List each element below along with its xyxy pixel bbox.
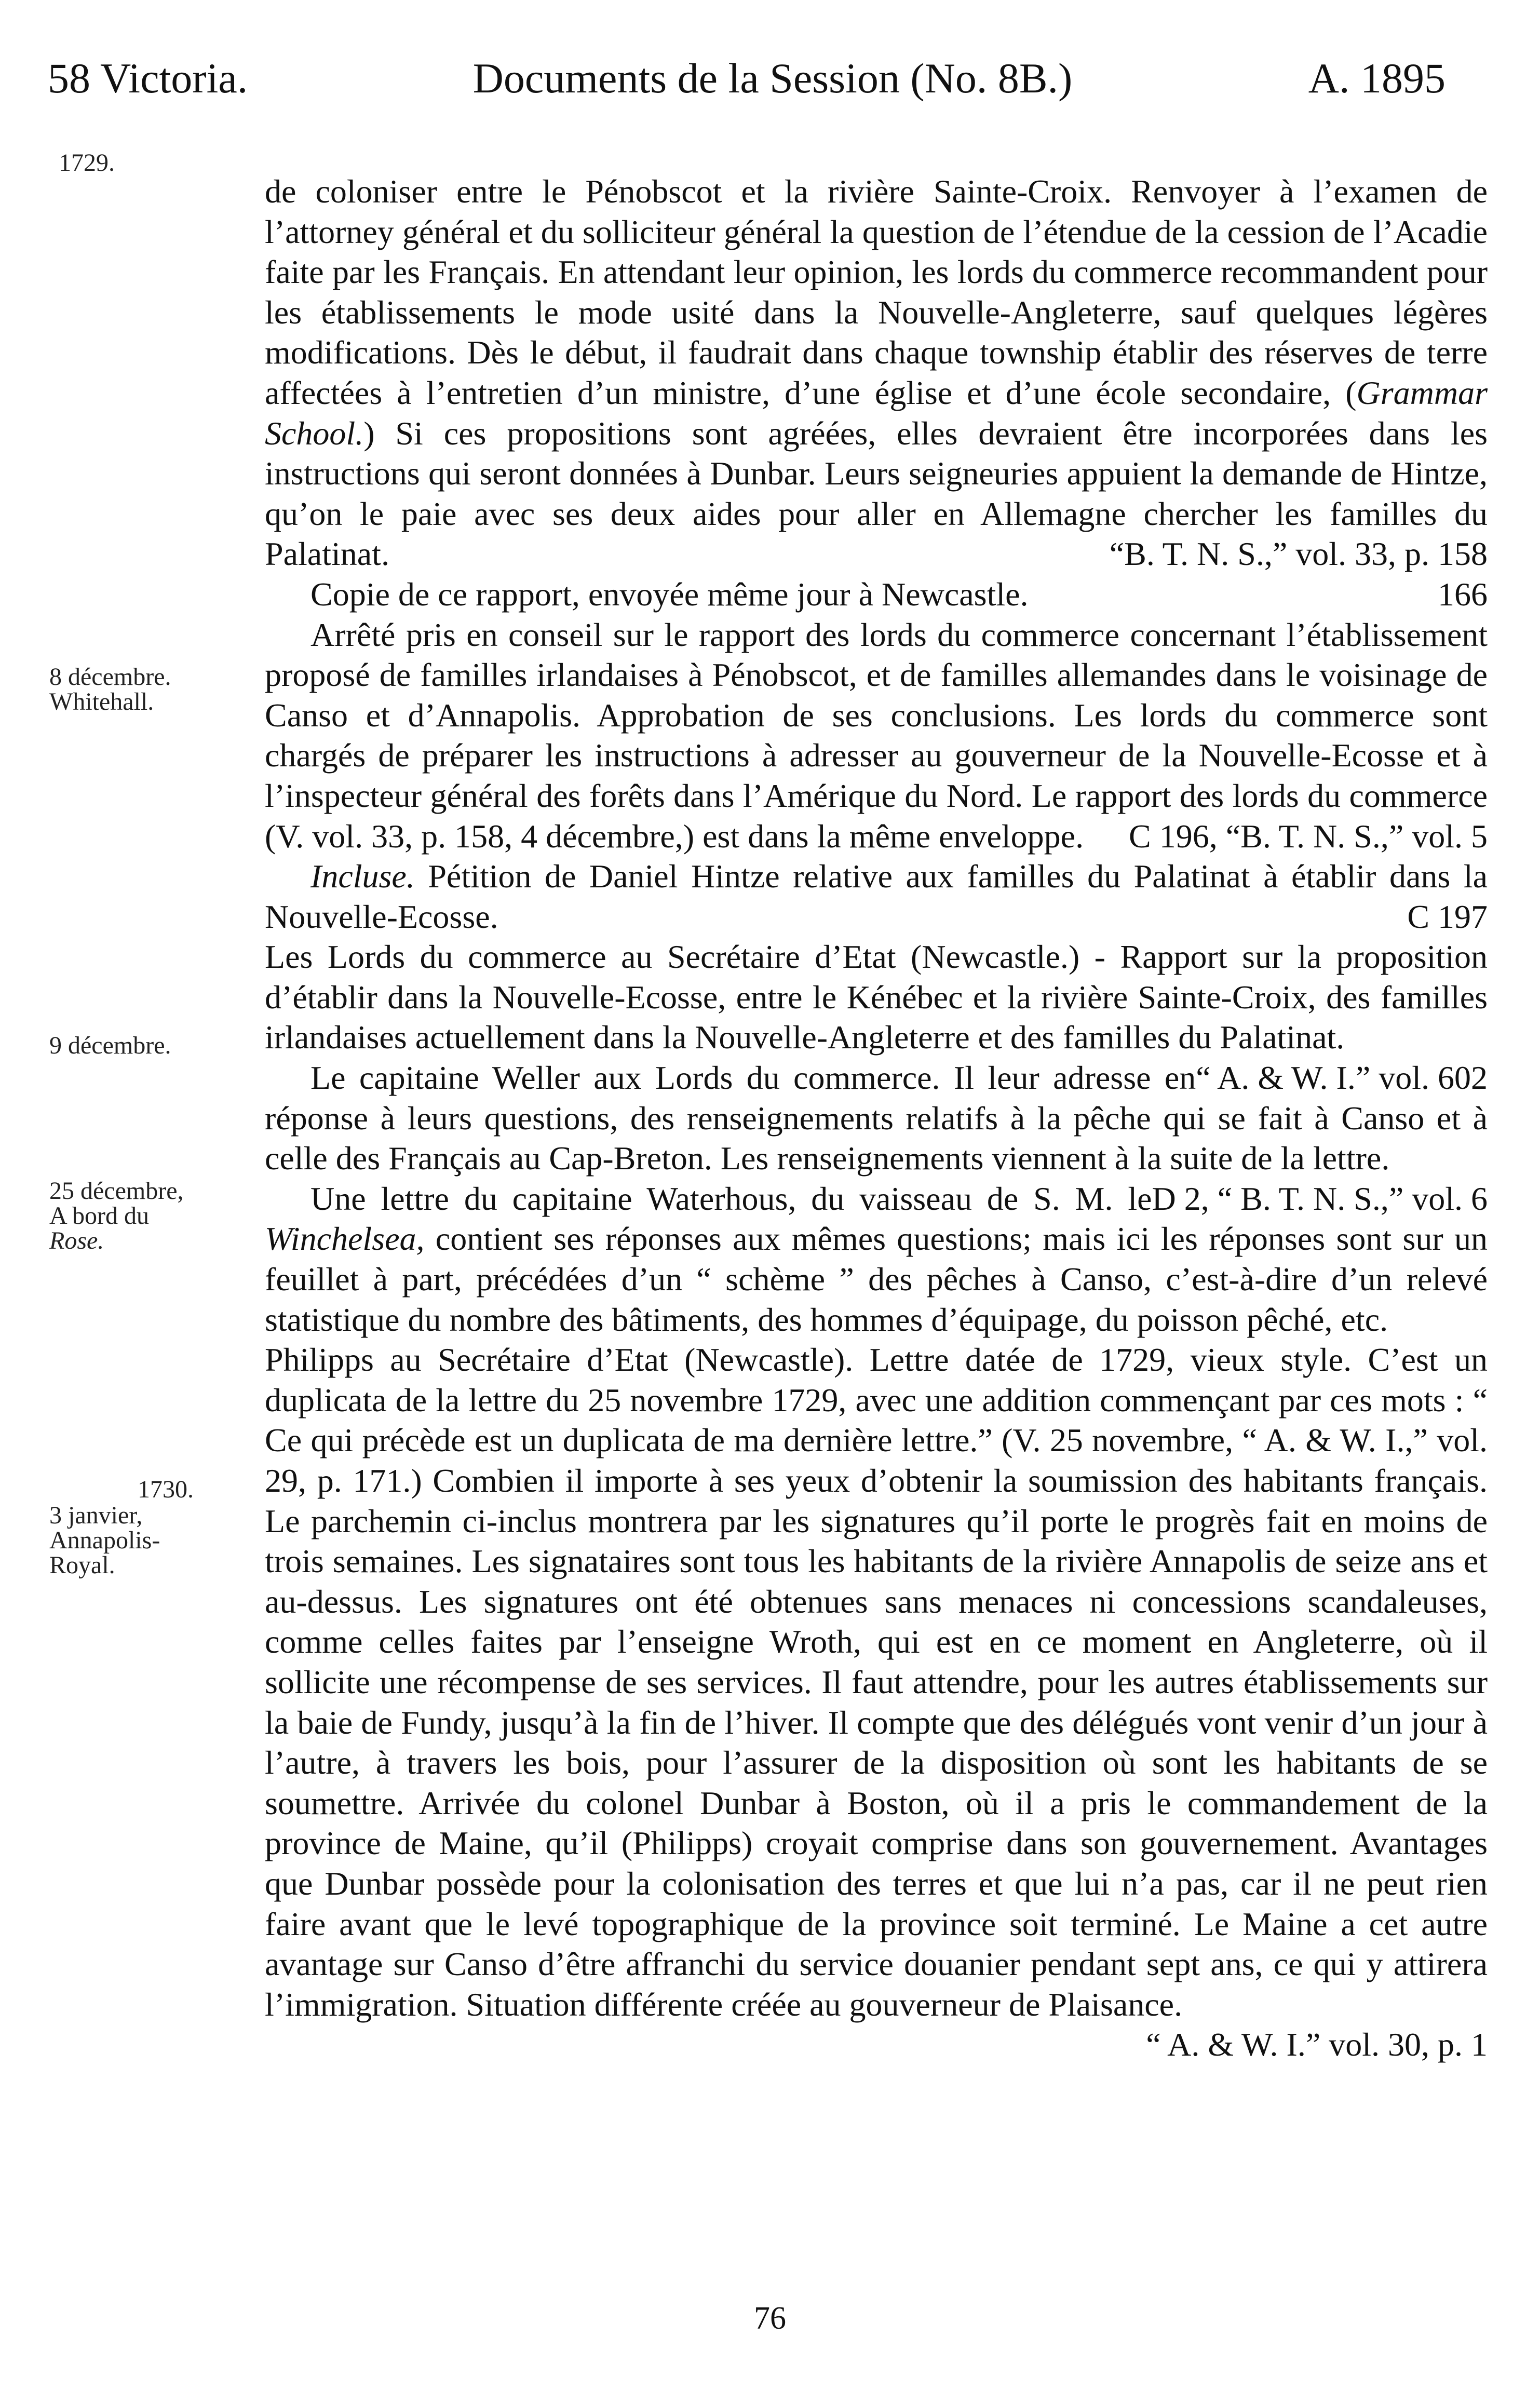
entry-dec8-order: Arrêté pris en conseil sur le rapport des lords du commerce concernant l’établissement proposé de familles irlandaises à Pénobscot, et de familles allemandes dans le voisinage de Canso et d’Annapolis. Approbation de ses conclusions. Les lords du commerce sont chargés de préparer les instructions à adresser au gouverneur de la Nouvelle-Ecosse et à l’inspecteur général des forêts dans l’Amérique du Nord. Le rapport des lords du commerce (V. vol. 33, p. 158, 4 décembre,) est dans la même enveloppe. C 196, “B. T. N. S.,” vol. 5 [265,615,1488,857]
entry-reference: “B. T. N. S.,” vol. 33, p. 158 [1109,535,1488,573]
entry-jan3-philipps: Philipps au Secrétaire d’Etat (Newcastle). Lettre datée de 1729, vieux style. C’est un duplicata de la lettre du 25 novembre 1729, avec une addition commençant par ces mots : “ Ce qui précède est un duplicata de ma dernière lettre.” (V. 25 novembre, “ A. & W. I.,” vol. 29, p. 171.) Combien il importe à ses yeux d’obtenir la soumission des habitants français. Le parchemin ci-inclus montrera par les signatures qu’il porte le progrès fait en moins de trois semaines. Les signataires sont tous les habitants de la rivière Annapolis de seize ans et au-dessus. Les signatures ont été obtenues sans menaces ni concessions scandaleuses, comme celles faites par l’enseigne Wroth, qui est en ce moment en Angleterre, où il sollicite une récompense de ses services. Il faut attendre, pour les autres établissements sur la baie de Fundy, jusqu’à la fin de l’hiver. Il compte que des délégués vont venir d’un jour à l’autre, à travers les bois, pour l’assurer de la disposition où sont les habitants de se soumettre. Arrivée du colonel Dunbar à Boston, où il a pris le commandement de la province de Maine, qu’il (Philipps) croyait comprise dans son gouvernement. Avantages que Dunbar possède pour la colonisation des terres et que lui n’a pas, car il ne peut rien faire avant que le levé topographique de la province soit terminé. Le Maine a cet autre avantage sur Canso d’être affranchi du service douanier pendant sept ans, ce qui y attirera l’immigration. Situation différente créée au gouverneur de Plaisance. [265,1341,1488,2023]
main-text [265,171,1488,2065]
entry-reference: C 196, “B. T. N. S.,” vol. 5 [1129,817,1488,855]
entry-reference: D 2, “ B. T. N. S.,” vol. 6 [1152,1180,1488,1217]
entry-reference: C 197 [1407,898,1488,935]
entry-waterhous: Une lettre du capitaine Waterhous, du vaisseau de S. M. le Winchelsea, contient ses réponses aux mêmes questions; mais ici les réponses sont sur un feuillet à part, précédées d’un “ schème ” des pêches à Canso, c’est-à-dire d’un relevé statistique du nombre des bâtiments, des hommes d’équipage, du poisson pêché, etc. [265,1180,1488,1338]
entry-enclosure: Incluse. Pétition de Daniel Hintze relative aux familles du Palatinat à établir dans la Nouvelle-Ecosse. C 197 [265,856,1488,937]
entry-reference: “ A. & W. I.” vol. 30, p. 1 [1146,2026,1488,2063]
header-right: A. 1895 [1308,55,1446,102]
margin-note-dec8: 8 décembre. Whitehall. [49,663,171,715]
page-number: 76 [754,2301,786,2336]
margin-note-jan3: 3 janvier, Annapolis- Royal. [49,1502,160,1579]
margin-note-dec25: 25 décembre, A bord du Rose. [49,1177,184,1254]
header-center: Documents de la Session (No. 8B.) [472,55,1073,102]
margin-year-1730: 1730. [138,1476,194,1503]
entry-dec9-lords: Les Lords du commerce au Secrétaire d’Etat (Newcastle.) - Rapport sur la proposition d’établir dans la Nouvelle-Ecosse, entre le Kénébec et la rivière Sainte-Croix, des familles irlandaises actuellement dans la Nouvelle-Angleterre et des familles du Palatinat. “ A. & W. I.” vol. 602 [265,937,1488,1058]
header-left: 58 Victoria. [48,55,248,102]
entry-copy-report: Copie de ce rapport, envoyée même jour à Newcastle. 166 [265,574,1488,615]
entry-reference: 166 [1438,575,1488,613]
entry-dec25-weller: Le capitaine Weller aux Lords du commerce. Il leur adresse en réponse à leurs questions, des renseignements relatifs à la pêche qui se fait à Canso et à celle des Français au Cap-Breton. Les renseignements viennent à la suite de la lettre. D 2, “ B. T. N. S.,” vol. 6 [265,1058,1488,1179]
margin-year-1729: 1729. [59,149,115,177]
entry-1729-continuation: de coloniser entre le Pénobscot et la rivière Sainte-Croix. Renvoyer à l’examen de l’attorney général et du solliciteur général la question de l’étendue de la cession de l’Acadie faite par les Français. En attendant leur opinion, les lords du commerce recommandent pour les établissements le mode usité dans la Nouvelle-Angleterre, sauf quelques légères modifications. Dès le début, il faudrait dans chaque township établir des réserves de terre affectées à l’entretien d’un ministre, d’une église et d’une école secondaire, (Grammar School.) Si ces propositions sont agréées, elles devraient être incorporées dans les instructions qui seront données à Dunbar. Leurs seigneuries appuient la demande de Hintze, qu’on le paie avec ses deux aides pour aller en Allemagne chercher les familles du Palatinat. “B. T. N. S.,” vol. 33, p. 158 [265,171,1488,574]
entry-reference: “ A. & W. I.” vol. 602 [1196,1059,1488,1097]
margin-note-dec9: 9 décembre. [49,1032,171,1059]
